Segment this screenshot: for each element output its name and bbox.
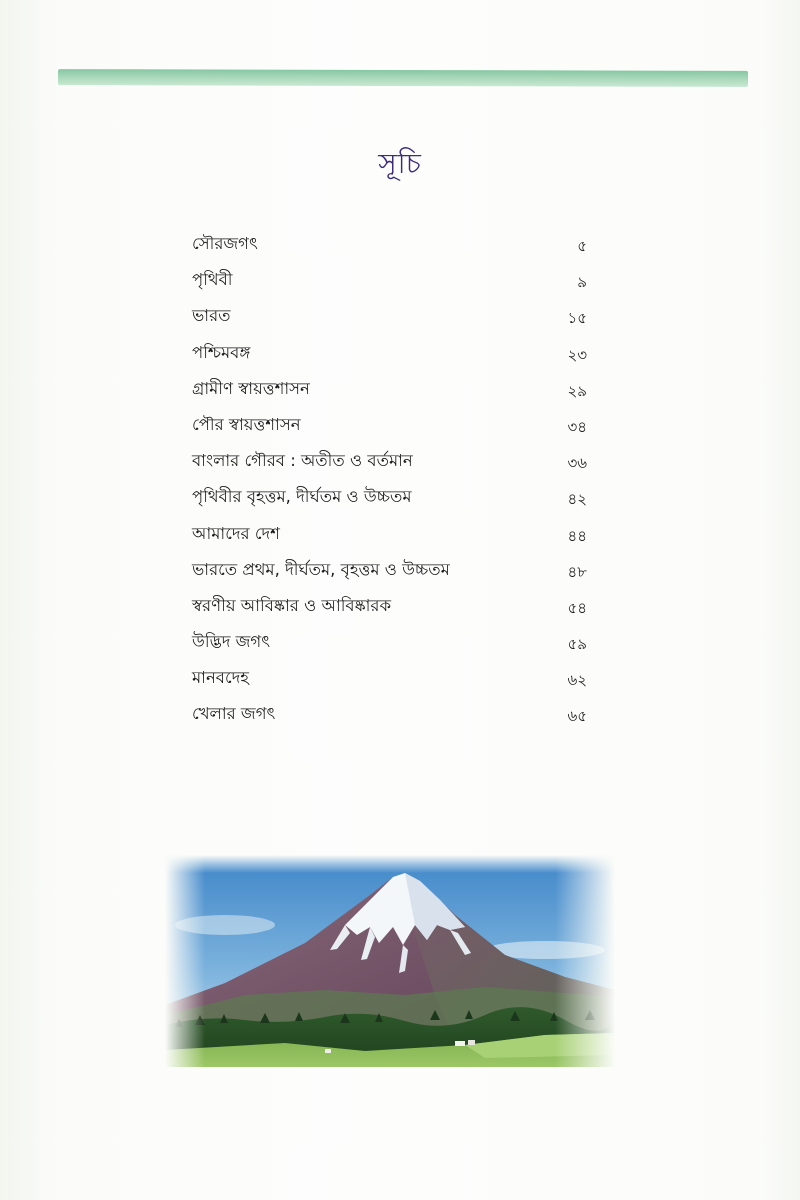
- toc-entry-title: ভারত: [192, 306, 231, 326]
- table-of-contents: [192, 232, 587, 739]
- toc-entry-title: গ্রামীণ স্বায়ত্তশাসন: [192, 378, 310, 398]
- toc-entry-page: ৬২: [567, 671, 587, 690]
- toc-entry-page: ৬৫: [567, 707, 587, 726]
- toc-entry: [192, 522, 587, 558]
- toc-entry-title: বাংলার গৌরব : অতীত ও বর্তমান: [192, 451, 413, 471]
- toc-entry-page: ৪২: [567, 490, 587, 509]
- toc-entry-title: পৌর স্বায়ত্তশাসন: [192, 414, 301, 434]
- toc-entry-page: ৩৬: [567, 454, 587, 473]
- toc-entry-title: পৃথিবীর বৃহত্তম, দীর্ঘতম ও উচ্চতম: [192, 487, 412, 507]
- toc-entry: [192, 232, 587, 268]
- toc-entry: [192, 341, 587, 377]
- toc-entry: [192, 377, 587, 413]
- toc-entry: [192, 268, 587, 304]
- toc-entry-title: সৌরজগৎ: [192, 234, 258, 253]
- toc-entry-page: ৩৪: [567, 417, 587, 436]
- toc-entry-page: ৪৪: [567, 526, 587, 545]
- toc-entry-page: ৪৮: [567, 562, 587, 581]
- toc-entry: [192, 702, 587, 738]
- mountain-photo: [165, 855, 615, 1067]
- toc-entry-page: ৫: [577, 237, 587, 255]
- toc-entry-page: ২৩: [567, 345, 587, 364]
- toc-entry: [192, 485, 587, 521]
- toc-entry: [192, 304, 587, 340]
- page-title: সূচি: [378, 147, 422, 180]
- toc-entry: [192, 558, 587, 594]
- toc-entry-title: আমাদের দেশ: [192, 523, 280, 543]
- toc-entry-title: উদ্ভিদ জগৎ: [192, 632, 271, 652]
- toc-entry: [192, 449, 587, 485]
- toc-entry-page: ১৫: [567, 309, 587, 328]
- toc-entry-title: স্বরণীয় আবিষ্কার ও আবিষ্কারক: [192, 595, 392, 615]
- toc-entry-title: পৃথিবী: [192, 270, 233, 290]
- toc-entry: [192, 666, 587, 702]
- mountain-illustration: [165, 855, 615, 1067]
- toc-entry-page: ৯: [577, 273, 587, 292]
- toc-entry: [192, 630, 587, 666]
- toc-entry-page: ২৯: [567, 381, 587, 400]
- toc-entry-title: ভারতে প্রথম, দীর্ঘতম, বৃহত্তম ও উচ্চতম: [192, 559, 450, 579]
- toc-entry-page: ৫৯: [567, 635, 587, 654]
- toc-entry-page: ৫৪: [567, 598, 587, 617]
- toc-entry: [192, 594, 587, 630]
- toc-entry-title: পশ্চিমবঙ্গ: [192, 342, 251, 362]
- toc-entry-title: খেলার জগৎ: [192, 704, 276, 724]
- toc-entry-title: মানবদেহ: [192, 668, 249, 688]
- toc-entry: [192, 413, 587, 449]
- decorative-top-band: [58, 69, 748, 87]
